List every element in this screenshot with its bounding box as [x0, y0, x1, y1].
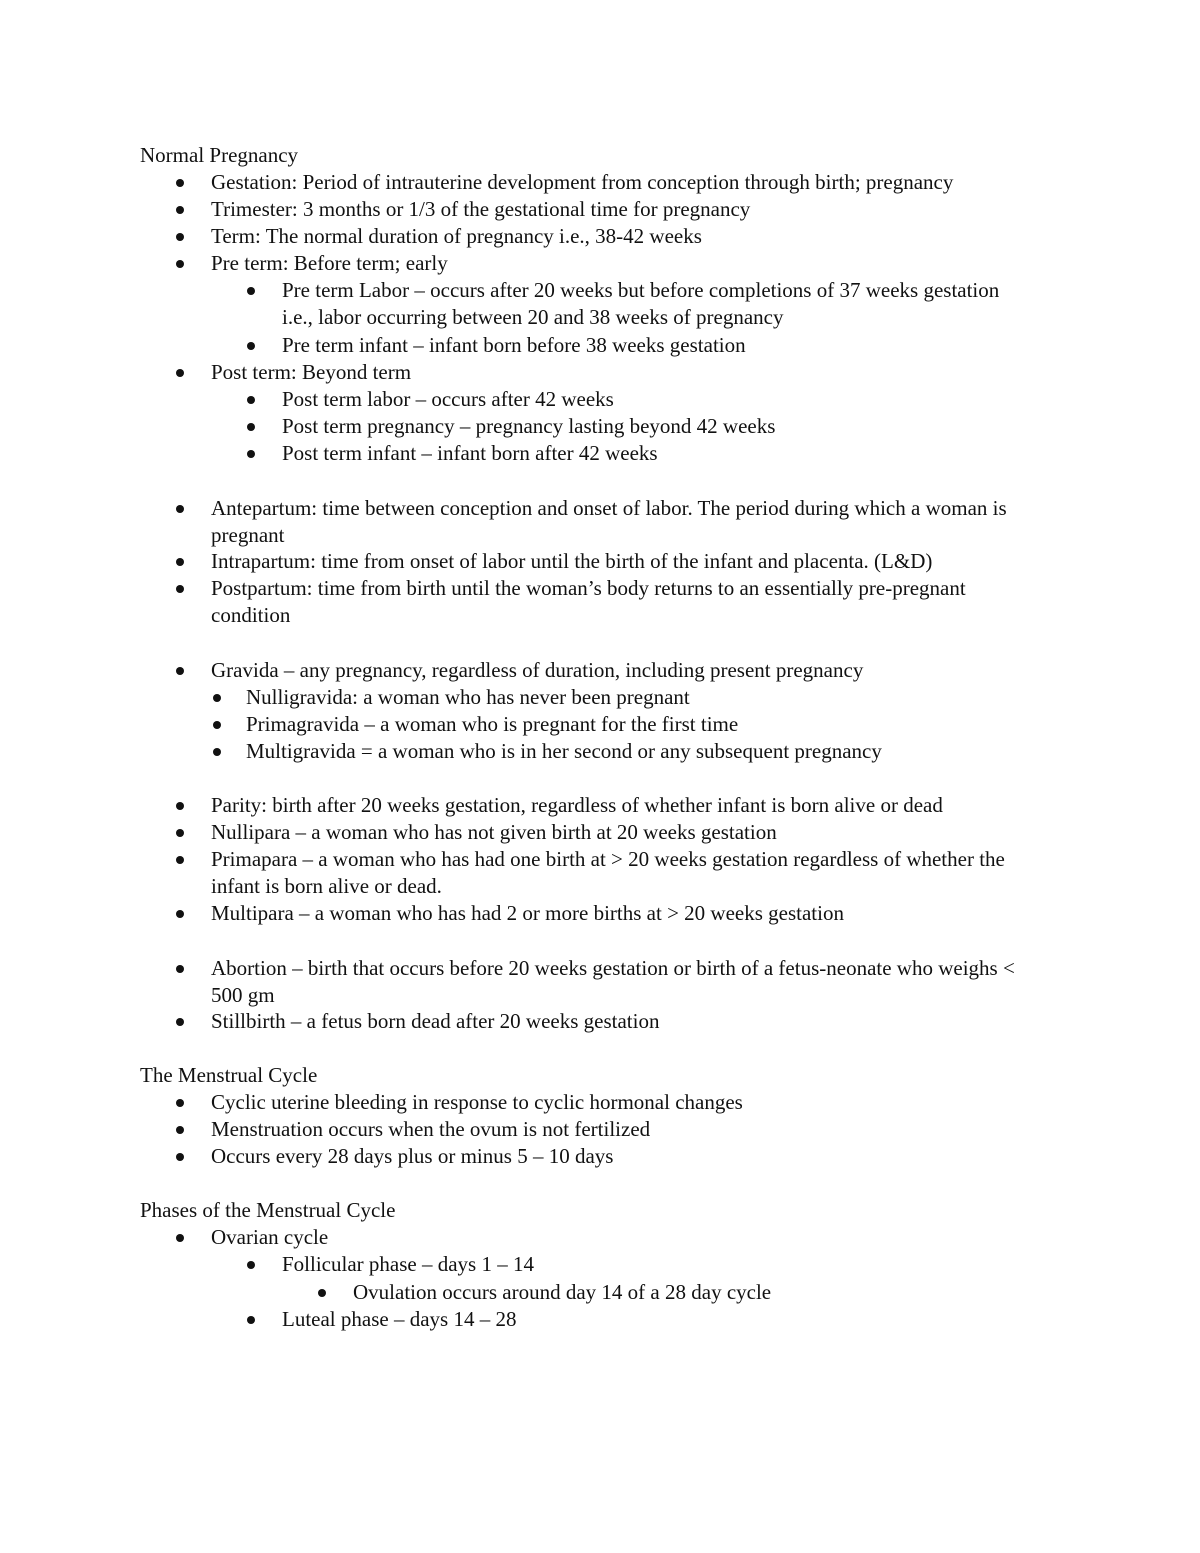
list-item-text: Abortion – birth that occurs before 20 weeks gestation or birth of a fetus-neonate who weighs < 500 gm	[211, 956, 1015, 1007]
list-item	[211, 548, 1071, 575]
list-item-text: Trimester: 3 months or 1/3 of the gestational time for pregnancy	[211, 197, 751, 221]
bullet-icon	[176, 558, 184, 566]
list-item	[211, 819, 1071, 846]
list-item-text: Nulligravida: a woman who has never been pregnant	[246, 685, 690, 709]
bullet-icon	[176, 1126, 184, 1134]
list-item-text: Ovulation occurs around day 14 of a 28 day cycle	[353, 1280, 772, 1304]
list-item	[211, 250, 1071, 277]
bullet-icon	[247, 1316, 255, 1324]
list-item	[211, 495, 1041, 549]
list-item	[282, 413, 1072, 440]
bullet-icon	[176, 233, 184, 241]
list-item-text: Luteal phase – days 14 – 28	[282, 1307, 517, 1331]
bullet-icon	[213, 694, 221, 702]
bullet-icon	[247, 287, 255, 295]
list-item-text: Nullipara – a woman who has not given birth at 20 weeks gestation	[211, 820, 777, 844]
bullet-icon	[247, 423, 255, 431]
list-item	[282, 332, 1072, 359]
bullet-icon	[176, 1234, 184, 1242]
list-item-text: Gestation: Period of intrauterine development from conception through birth; pregnancy	[211, 170, 954, 194]
list-item-text: Stillbirth – a fetus born dead after 20 weeks gestation	[211, 1009, 660, 1033]
bullet-icon	[176, 369, 184, 377]
list-item-text: Follicular phase – days 1 – 14	[282, 1252, 534, 1276]
list-item	[246, 684, 1066, 711]
bullet-icon	[176, 667, 184, 675]
list-item-text: Pre term: Before term; early	[211, 251, 448, 275]
section-title-menstrual-cycle: The Menstrual Cycle	[140, 1063, 318, 1087]
list-item-text: Post term pregnancy – pregnancy lasting beyond 42 weeks	[282, 414, 776, 438]
list-item	[211, 575, 1001, 629]
list-item	[282, 1251, 1072, 1278]
list-item	[211, 359, 1071, 386]
list-item-text: Term: The normal duration of pregnancy i.e., 38-42 weeks	[211, 224, 702, 248]
list-item	[211, 1224, 1071, 1251]
list-item	[246, 711, 1066, 738]
list-item	[211, 1143, 1071, 1170]
bullet-icon	[176, 179, 184, 187]
list-item-text: Antepartum: time between conception and onset of labor. The period during which a woman is pregnant	[211, 496, 1007, 547]
list-item	[211, 1089, 1071, 1116]
bullet-icon	[247, 450, 255, 458]
bullet-icon	[318, 1289, 326, 1297]
list-item-text: Post term infant – infant born after 42 weeks	[282, 441, 658, 465]
list-item-text: Ovarian cycle	[211, 1225, 329, 1249]
list-item-text: Pre term Labor – occurs after 20 weeks but before completions of 37 weeks gestation i.e., labor occurring between 20 and 38 weeks of pregnancy	[282, 278, 1000, 329]
bullet-icon	[176, 856, 184, 864]
list-item	[211, 169, 1071, 196]
list-item-text: Primagravida – a woman who is pregnant for the first time	[246, 712, 739, 736]
bullet-icon	[176, 910, 184, 918]
section-title-normal-pregnancy: Normal Pregnancy	[140, 143, 299, 167]
list-item-text: Pre term infant – infant born before 38 weeks gestation	[282, 333, 746, 357]
list-item	[211, 792, 1071, 819]
list-item-text: Parity: birth after 20 weeks gestation, regardless of whether infant is born alive or dead	[211, 793, 943, 817]
list-item-text: Menstruation occurs when the ovum is not fertilized	[211, 1117, 651, 1141]
list-item-text: Gravida – any pregnancy, regardless of duration, including present pregnancy	[211, 658, 864, 682]
list-item	[211, 196, 1071, 223]
list-item	[246, 738, 1066, 765]
list-item	[211, 1008, 1071, 1035]
list-item	[211, 846, 1011, 900]
list-item	[282, 1306, 1072, 1333]
list-item-text: Multigravida = a woman who is in her second or any subsequent pregnancy	[246, 739, 882, 763]
list-item	[211, 900, 1071, 927]
bullet-icon	[176, 1099, 184, 1107]
bullet-icon	[247, 342, 255, 350]
list-item-text: Post term labor – occurs after 42 weeks	[282, 387, 614, 411]
list-item	[211, 1116, 1071, 1143]
list-item-text: Postpartum: time from birth until the woman’s body returns to an essentially pre-pregnant condition	[211, 576, 966, 627]
bullet-icon	[213, 748, 221, 756]
list-item-text: Multipara – a woman who has had 2 or more births at > 20 weeks gestation	[211, 901, 844, 925]
list-item	[353, 1279, 1073, 1306]
bullet-icon	[176, 965, 184, 973]
list-item-text: Post term: Beyond term	[211, 360, 412, 384]
list-item-text: Cyclic uterine bleeding in response to cyclic hormonal changes	[211, 1090, 743, 1114]
bullet-icon	[176, 260, 184, 268]
list-item	[282, 440, 1072, 467]
list-item	[211, 955, 1041, 1009]
list-item-text: Intrapartum: time from onset of labor until the birth of the infant and placenta. (L&D)	[211, 549, 933, 573]
bullet-icon	[176, 206, 184, 214]
list-item	[282, 277, 1012, 331]
bullet-icon	[213, 721, 221, 729]
list-item	[282, 386, 1072, 413]
bullet-icon	[176, 1153, 184, 1161]
list-item	[211, 657, 1071, 684]
bullet-icon	[176, 505, 184, 513]
list-item	[211, 223, 1071, 250]
list-item-text: Primapara – a woman who has had one birth at > 20 weeks gestation regardless of whether the infant is born alive or dead.	[211, 847, 1005, 898]
bullet-icon	[176, 829, 184, 837]
bullet-icon	[247, 396, 255, 404]
list-item-text: Occurs every 28 days plus or minus 5 – 10 days	[211, 1144, 614, 1168]
section-title-phases: Phases of the Menstrual Cycle	[140, 1198, 396, 1222]
bullet-icon	[247, 1261, 255, 1269]
bullet-icon	[176, 585, 184, 593]
bullet-icon	[176, 1018, 184, 1026]
bullet-icon	[176, 802, 184, 810]
